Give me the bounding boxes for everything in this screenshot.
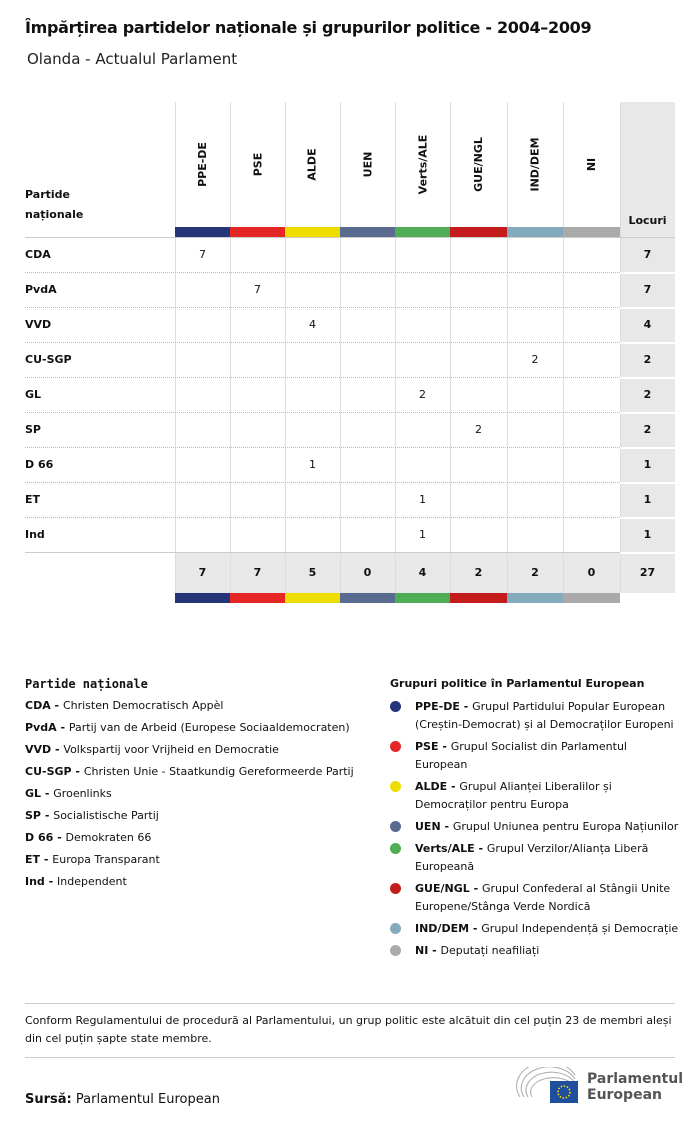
group-header-label: Verts/ALE [416, 134, 430, 195]
row-divider [25, 307, 620, 308]
party-abbr: ET [25, 853, 41, 866]
legend-group-item: Verts/ALE - Grupul Verzilor/Alianța Liberă Europeană [390, 840, 680, 876]
group-abbr: NI [415, 944, 429, 957]
group-color-bar [175, 227, 230, 237]
group-name: Grupul Verzilor/Alianța Liberă Europeană [415, 842, 649, 873]
logo-text: Parlamentul [587, 1071, 683, 1087]
group-abbr: Verts/ALE [415, 842, 475, 855]
seat-value: 7 [254, 283, 261, 296]
group-total: 7 [198, 566, 207, 579]
party-abbr: PvdA [25, 721, 57, 734]
totals-divider [620, 552, 675, 554]
group-total: 2 [531, 566, 539, 579]
group-color-dot-icon [390, 843, 401, 854]
seat-value: 2 [475, 423, 482, 436]
source-text: Parlamentul European [75, 1092, 220, 1107]
group-header-label: ALDE [305, 148, 319, 181]
party-name: Independent [57, 875, 127, 888]
seat-value: 1 [309, 458, 316, 471]
group-total: 0 [363, 566, 372, 579]
party-name: Volkspartij voor Vrijheid en Democratie [63, 743, 279, 756]
group-header-label: PSE [251, 152, 264, 177]
seat-value: 7 [199, 248, 206, 261]
column-divider [620, 102, 621, 593]
group-color-bar [507, 227, 563, 237]
party-total: 7 [643, 283, 652, 296]
group-header [563, 102, 620, 227]
group-abbr: ALDE [415, 780, 448, 793]
party-total: 7 [643, 248, 652, 261]
party-abbr: CDA [25, 699, 51, 712]
group-abbr: UEN [415, 820, 441, 833]
party-label: Ind [25, 528, 45, 541]
grand-total: 27 [639, 566, 656, 579]
group-color-bar [340, 593, 395, 603]
row-header: naționale [25, 208, 84, 221]
legend-group-item: ALDE - Grupul Alianței Liberalilor și Democraților pentru Europa [390, 778, 680, 814]
group-name: Grupul Socialist din Parlamentul European [415, 740, 627, 771]
group-abbr: PSE [415, 740, 439, 753]
party-name: Christen Democratisch Appèl [62, 699, 224, 712]
group-color-dot-icon [390, 923, 401, 934]
legend-group-item: NI - Deputați neafiliați [390, 942, 680, 960]
row-divider [620, 307, 675, 309]
note: Conform Regulamentului de procedură al Parlamentului, un grup politic este alcătuit din cel puțin 23 de membri aleși din cel puțin șapte state membre. [25, 1014, 672, 1045]
group-total: 7 [253, 566, 262, 579]
group-header-label: GUE/NGL [472, 137, 485, 192]
group-color-dot-icon [390, 821, 401, 832]
party-total: 2 [643, 388, 652, 401]
source-label: Sursă: [25, 1092, 72, 1107]
group-color-bar [285, 593, 340, 603]
party-label: CDA [25, 248, 51, 261]
row-divider [25, 482, 620, 483]
group-header [450, 102, 507, 227]
legend-party-item: GL - Groenlinks [25, 787, 112, 800]
group-header [285, 102, 340, 227]
group-color-dot-icon [390, 701, 401, 712]
seat-value: 2 [419, 388, 426, 401]
legend-party-item: D 66 - Demokraten 66 [25, 831, 152, 844]
seat-value: 2 [531, 353, 539, 366]
group-color-bar [395, 227, 450, 237]
row-divider [25, 412, 620, 413]
divider [25, 1003, 675, 1004]
party-name: Europa Transparant [52, 853, 160, 866]
group-name: Deputați neafiliați [440, 944, 540, 957]
row-divider [620, 482, 675, 484]
party-label: GL [25, 388, 42, 401]
row-divider [620, 412, 675, 414]
legend-party-item: CDA - Christen Democratisch Appèl [25, 699, 224, 712]
party-total: 1 [643, 493, 652, 506]
party-total: 1 [643, 528, 652, 541]
party-label: PvdA [25, 283, 57, 296]
row-divider [620, 517, 675, 519]
row-divider [620, 272, 675, 274]
legend-party-item: VVD - Volkspartij voor Vrijheid en Democratie [25, 743, 279, 756]
party-name: Demokraten 66 [65, 831, 152, 844]
party-name: Groenlinks [53, 787, 112, 800]
group-abbr: GUE/NGL [415, 882, 470, 895]
legend-group-item: IND/DEM - Grupul Independență și Democrație [390, 920, 680, 938]
group-header [507, 102, 563, 227]
party-total: 2 [643, 353, 652, 366]
page-subtitle: Olanda - Actualul Parlament [27, 50, 238, 68]
legend-party-item: ET - Europa Transparant [25, 853, 160, 866]
total-header: Locuri [628, 214, 667, 227]
group-name: Grupul Alianței Liberalilor și Democraților pentru Europa [415, 780, 612, 811]
header-divider [25, 237, 675, 238]
legend-parties [25, 677, 365, 895]
row-divider [25, 377, 620, 378]
group-abbr: IND/DEM [415, 922, 470, 935]
legend-party-item: Ind - Independent [25, 875, 127, 888]
party-abbr: Ind [25, 875, 45, 888]
group-header-label: UEN [361, 151, 374, 178]
row-divider [620, 447, 675, 449]
ep-logo [515, 1067, 683, 1107]
party-abbr: GL [25, 787, 42, 800]
party-label: VVD [25, 318, 52, 331]
page-title: Împărțirea partidelor naționale și grupurilor politice - 2004–2009 [25, 18, 592, 37]
group-header [395, 102, 450, 227]
divider [25, 1057, 675, 1058]
group-color-dot-icon [390, 883, 401, 894]
party-name: Socialistische Partij [53, 809, 159, 822]
group-name: Grupul Independență și Democrație [481, 922, 679, 935]
group-color-bar [175, 593, 230, 603]
party-abbr: VVD [25, 743, 52, 756]
row-header: Partide [25, 188, 70, 201]
party-name: Partij van de Arbeid (Europese Sociaaldemocraten) [68, 721, 350, 734]
group-abbr: PPE-DE [415, 700, 460, 713]
party-total: 1 [643, 458, 652, 471]
group-color-bar [230, 593, 285, 603]
group-color-dot-icon [390, 741, 401, 752]
legend-group-item: GUE/NGL - Grupul Confederal al Stângii Unite Europene/Stânga Verde Nordică [390, 880, 680, 916]
group-color-bar [563, 593, 620, 603]
party-abbr: D 66 [25, 831, 54, 844]
hemicycle-icon [515, 1067, 580, 1105]
seat-value: 4 [309, 318, 316, 331]
group-name: Grupul Confederal al Stângii Unite Europene/Stânga Verde Nordică [415, 882, 671, 913]
group-color-dot-icon [390, 781, 401, 792]
row-divider [25, 517, 620, 518]
group-color-bar [230, 227, 285, 237]
legend-party-item: CU-SGP - Christen Unie - Staatkundig Gereformeerde Partij [25, 765, 354, 778]
group-total: 4 [418, 566, 427, 579]
group-header-label: IND/DEM [528, 137, 542, 192]
seat-value: 1 [419, 528, 426, 541]
row-divider [25, 272, 620, 273]
group-header [340, 102, 395, 227]
group-name: Grupul Partidului Popular European (Creștin-Democrat) și al Democraților Europeni [415, 700, 674, 731]
group-color-bar [507, 593, 563, 603]
party-label: SP [25, 423, 41, 436]
party-label: CU-SGP [25, 353, 72, 366]
party-label: ET [25, 493, 41, 506]
row-divider [25, 447, 620, 448]
legend-party-item: PvdA - Partij van de Arbeid (Europese Sociaaldemocraten) [25, 721, 350, 734]
group-color-dot-icon [390, 945, 401, 956]
legend-group-item: PSE - Grupul Socialist din Parlamentul European [390, 738, 680, 774]
legend-group-item: PPE-DE - Grupul Partidului Popular European (Creștin-Democrat) și al Democraților Europeni [390, 698, 680, 734]
group-name: Grupul Uniunea pentru Europa Națiunilor [452, 820, 679, 833]
legend-group-item: UEN - Grupul Uniunea pentru Europa Națiunilor [390, 818, 680, 836]
party-label: D 66 [25, 458, 54, 471]
legend-parties-title: Partide naționale [25, 677, 148, 691]
group-total: 0 [587, 566, 596, 579]
group-color-bar [285, 227, 340, 237]
totals-divider [25, 552, 620, 553]
party-abbr: CU-SGP [25, 765, 72, 778]
group-color-bar [563, 227, 620, 237]
group-header [175, 102, 230, 227]
group-header [230, 102, 285, 227]
party-abbr: SP [25, 809, 41, 822]
group-color-bar [340, 227, 395, 237]
party-total: 2 [643, 423, 652, 436]
row-divider [25, 342, 620, 343]
group-color-bar [450, 227, 507, 237]
row-divider [620, 377, 675, 379]
group-header-label: NI [585, 157, 598, 172]
legend-groups-title: Grupuri politice în Parlamentul European [390, 677, 645, 690]
legend-groups [390, 677, 680, 964]
seat-value: 1 [419, 493, 426, 506]
source [25, 1092, 220, 1107]
group-total: 5 [308, 566, 317, 579]
party-total: 4 [643, 318, 652, 331]
party-name: Christen Unie - Staatkundig Gereformeerde Partij [83, 765, 354, 778]
legend-party-item: SP - Socialistische Partij [25, 809, 159, 822]
logo-text: European [587, 1087, 662, 1103]
group-header-label: PPE-DE [195, 142, 209, 187]
group-total: 2 [474, 566, 483, 579]
group-color-bar [395, 593, 450, 603]
group-color-bar [450, 593, 507, 603]
total-column-bg [620, 102, 675, 593]
row-divider [620, 342, 675, 344]
